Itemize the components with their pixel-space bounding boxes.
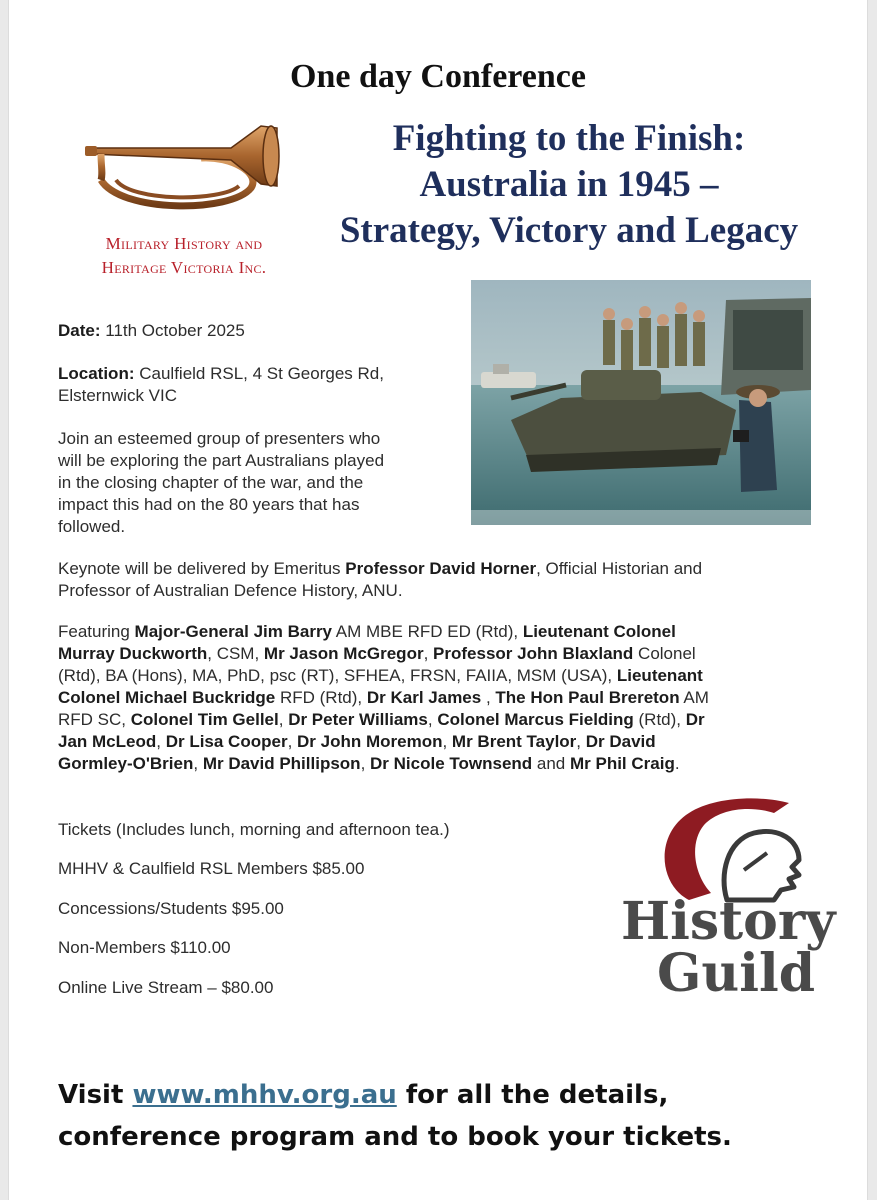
keynote-paragraph: [58, 558, 828, 602]
keynote-suffix-2: Professor of Australian Defence History, ANU.: [58, 581, 403, 600]
featuring-text: ,: [576, 732, 586, 751]
featuring-text: (Rtd),: [633, 710, 686, 729]
speaker-name: Mr Brent Taylor: [451, 732, 577, 751]
featuring-text: (Rtd), BA (Hons), MA, PhD, psc (RT), SFHEA, FRSN, FAIIA, MSM (USA),: [58, 666, 617, 685]
featuring-text: ,: [287, 732, 298, 751]
speaker-name: Mr Jason McGregor: [263, 644, 424, 663]
ticket-price-item: Non-Members $110.00: [58, 938, 231, 957]
featuring-text: RFD (Rtd),: [275, 688, 367, 707]
visit-text: Visit: [58, 1080, 133, 1110]
speaker-name: Colonel Tim Gellel: [130, 710, 279, 729]
organization-line-1: Military History and: [105, 234, 263, 253]
intro-line-5: followed.: [58, 517, 126, 536]
organization-name: [59, 232, 309, 280]
speaker-name: Dr Karl James: [366, 688, 482, 707]
keynote-suffix-1: , Official Historian and: [536, 559, 703, 578]
wartime-photo: [471, 280, 811, 525]
location-value-1: Caulfield RSL, 4 St Georges Rd,: [139, 364, 384, 383]
guild-word-history: History: [621, 891, 836, 952]
featuring-text: ,: [442, 732, 452, 751]
speaker-name: Lieutenant: [616, 666, 703, 685]
speaker-name: Dr Peter Williams: [288, 710, 428, 729]
spartan-helmet-icon: [649, 795, 819, 905]
speaker-name: Jan McLeod: [58, 732, 157, 751]
speaker-name: Dr John Moremon: [297, 732, 443, 751]
speaker-name: Dr Lisa Cooper: [165, 732, 288, 751]
guild-word-guild: Guild: [657, 943, 816, 1004]
featuring-text: ,: [481, 688, 496, 707]
speaker-name: Dr David: [585, 732, 656, 751]
speaker-name: Major-General Jim Barry: [134, 622, 333, 641]
location-value-2: Elsternwick VIC: [58, 386, 178, 405]
keynote-prefix: Keynote will be delivered by Emeritus: [58, 559, 346, 578]
date-value: 11th October 2025: [105, 321, 245, 340]
featuring-paragraph: [58, 621, 828, 775]
website-link[interactable]: www.mhhv.org.au: [132, 1080, 397, 1110]
ticket-price-item: MHHV & Caulfield RSL Members $85.00: [58, 859, 365, 878]
intro-line-2: will be exploring the part Australians played: [58, 451, 385, 470]
speaker-name: Colonel Marcus Fielding: [437, 710, 634, 729]
featuring-text: ,: [423, 644, 434, 663]
featuring-text: ,: [193, 754, 203, 773]
speaker-name: Murray Duckworth: [58, 644, 208, 663]
speaker-name: Mr Phil Craig: [569, 754, 675, 773]
intro-line-4: impact this had on the 80 years that has: [58, 495, 360, 514]
intro-line-1: Join an esteemed group of presenters who: [58, 429, 381, 448]
speaker-name: Mr David Phillipson: [202, 754, 361, 773]
location-block: [58, 363, 458, 407]
title-line-3: Strategy, Victory and Legacy: [339, 210, 799, 251]
date-label: Date:: [58, 321, 101, 340]
featuring-text: ,: [360, 754, 371, 773]
history-guild-logo: [609, 795, 836, 1010]
call-to-action: [58, 1074, 848, 1158]
speaker-name: Dr: [685, 710, 705, 729]
flyer-page: [9, 0, 867, 1200]
featuring-text: AM: [679, 688, 709, 707]
keynote-speaker: Professor David Horner: [345, 559, 537, 578]
speaker-name: Dr Nicole Townsend: [370, 754, 533, 773]
conference-title: [309, 116, 829, 254]
visit-rest-1: for all the details,: [396, 1080, 669, 1110]
featuring-text: ,: [156, 732, 166, 751]
title-line-2: Australia in 1945 –: [419, 164, 719, 205]
speaker-name: Professor John Blaxland: [433, 644, 634, 663]
tickets-heading: Tickets (Includes lunch, morning and afternoon tea.): [58, 820, 450, 839]
speaker-name: Lieutenant Colonel: [522, 622, 676, 641]
featuring-text: Featuring: [58, 622, 135, 641]
title-line-1: Fighting to the Finish:: [392, 118, 746, 159]
event-type: One day Conference: [290, 58, 586, 95]
featuring-text: Colonel: [633, 644, 696, 663]
featuring-text: and: [532, 754, 570, 773]
featuring-text: , CSM,: [207, 644, 264, 663]
ticket-price-item: Concessions/Students $95.00: [58, 899, 284, 918]
ticket-price-item: Online Live Stream – $80.00: [58, 978, 274, 997]
featuring-text: ,: [278, 710, 289, 729]
intro-line-3: in the closing chapter of the war, and the: [58, 473, 364, 492]
speaker-name: Colonel Michael Buckridge: [58, 688, 276, 707]
visit-rest-2: conference program and to book your tickets.: [58, 1122, 732, 1152]
speaker-name: The Hon Paul Brereton: [495, 688, 680, 707]
date-line: [58, 320, 458, 342]
organization-line-2: Heritage Victoria Inc.: [101, 258, 267, 277]
featuring-text: AM MBE RFD ED (Rtd),: [332, 622, 523, 641]
bugle-icon: [81, 118, 281, 228]
featuring-text: ,: [427, 710, 438, 729]
intro-paragraph: [58, 428, 458, 538]
speaker-name: Gormley-O'Brien: [58, 754, 194, 773]
location-label: Location:: [58, 364, 135, 383]
featuring-text: .: [674, 754, 680, 773]
featuring-text: RFD SC,: [58, 710, 131, 729]
